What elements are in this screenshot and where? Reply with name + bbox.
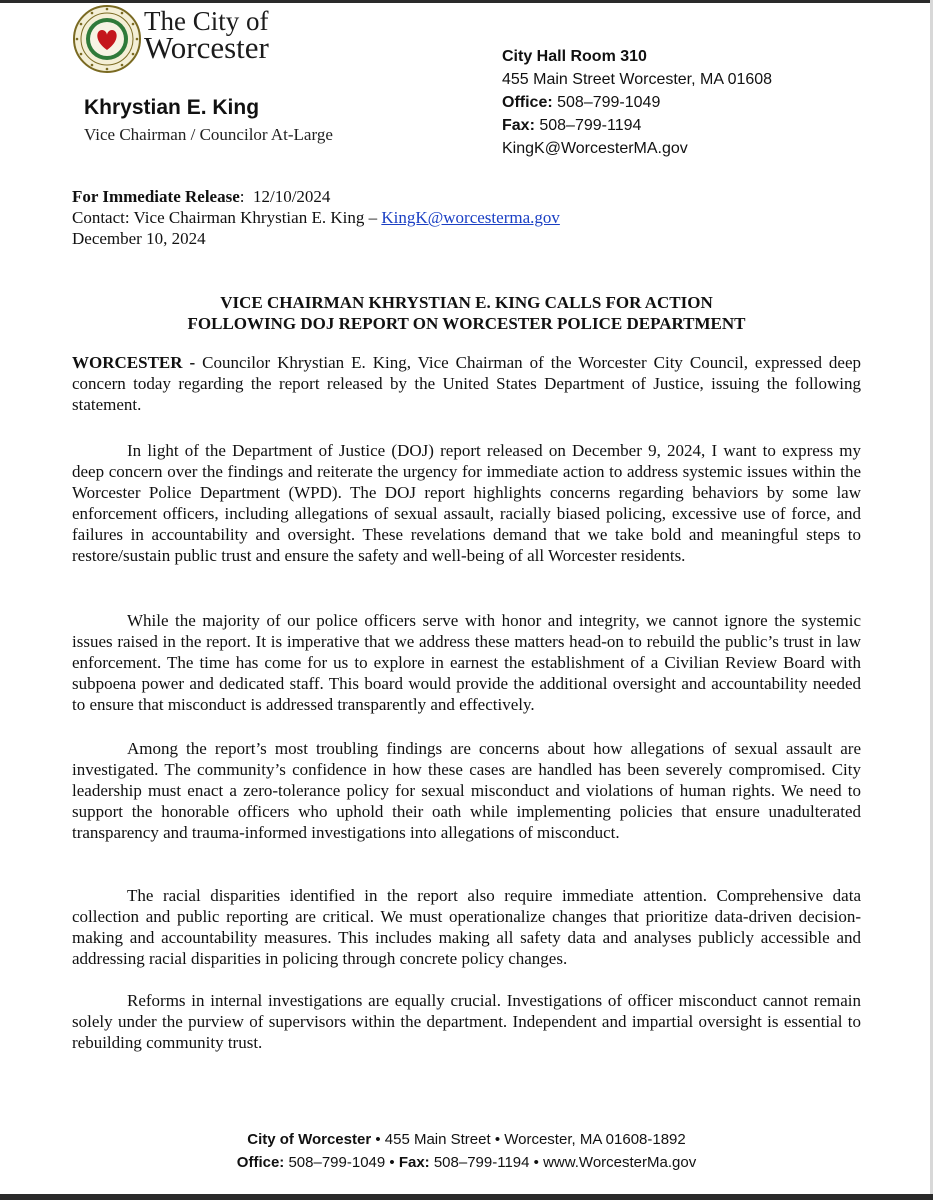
intro-paragraph: [72, 352, 861, 415]
release-contact-label: Contact: Vice Chairman Khrystian E. King –: [72, 208, 378, 227]
page-footer: [0, 1128, 933, 1174]
headline-line-2: FOLLOWING DOJ REPORT ON WORCESTER POLICE DEPARTMENT: [187, 314, 746, 333]
footer-fax-phone: 508–799-1194: [433, 1154, 530, 1171]
body-paragraph-2: While the majority of our police officers serve with honor and integrity, we cannot ignore the systemic issues raised in the report. It is imperative that we address these matters head-on to rebuild the public’s trust in law enforcement. The time has come for us to explore in earnest the establishment of a Civilian Review Board with subpoena power and dedicated staff. This board would provide the additional oversight and accountability needed to ensure that misconduct is addressed transparently and effectively.: [72, 611, 861, 714]
contact-block: [502, 45, 772, 160]
brand-line-1: The City of: [144, 6, 269, 36]
footer-office-label: Office:: [236, 1154, 285, 1171]
contact-email: KingK@WorcesterMA.gov: [502, 140, 688, 157]
page-top-edge: [0, 0, 933, 3]
footer-address: • 455 Main Street • Worcester, MA 01608-1892: [375, 1131, 686, 1148]
city-seal-icon: [72, 4, 142, 74]
office-phone: 508–799-1049: [557, 94, 661, 111]
release-block: [72, 186, 560, 249]
councilor-role: Vice Chairman / Councilor At-Large: [84, 125, 333, 144]
fax-phone: 508–799-1194: [539, 117, 642, 134]
contact-office: [502, 91, 772, 114]
body-paragraph-3: Among the report’s most troubling findings are concerns about how allegations of sexual assault are investigated. The community’s confidence in how these cases are handled has been severely compromised. City leadership must enact a zero-tolerance policy for sexual misconduct and violations of human rights. We need to support the honorable officers who uphold their oath while implementing policies that ensure unadulterated transparency and trauma-informed investigations into allegations of misconduct.: [72, 739, 861, 842]
headline: [72, 292, 861, 334]
brand-line-2: Worcester: [144, 30, 269, 65]
contact-room: City Hall Room 310: [502, 48, 647, 65]
release-line: For Immediate Release: 12/10/2024: [72, 187, 331, 206]
intro-text: Councilor Khrystian E. King, Vice Chairman of the Worcester City Council, expressed deep concern today regarding the report released by the United States Department of Justice, issuing the following statement.: [72, 353, 862, 414]
page-bottom-edge: [0, 1194, 933, 1200]
city-wordmark: [144, 6, 269, 65]
body-paragraph-5: Reforms in internal investigations are equally crucial. Investigations of officer misconduct cannot remain solely under the purview of supervisors within the department. Independent and impartial oversight is essential to rebuilding community trust.: [72, 991, 861, 1052]
release-date-line: December 10, 2024: [72, 229, 206, 248]
body-paragraph-4: The racial disparities identified in the report also require immediate attention. Comprehensive data collection and public reporting are critical. We must operationalize changes that prioritize data-driven decision-making and accountability measures. This includes making all safety data and analyses publicly accessible and addressing racial disparities in policing through concrete policy changes.: [72, 886, 861, 968]
footer-website: www.WorcesterMa.gov: [543, 1154, 697, 1171]
release-label: For Immediate Release: [72, 187, 240, 206]
release-date: 12/10/2024: [252, 187, 331, 206]
contact-fax: [502, 114, 772, 137]
footer-line-2: Office: 508–799-1049 • Fax: 508–799-1194 • www.WorcesterMa.gov: [236, 1154, 697, 1171]
footer-city: City of Worcester: [247, 1131, 372, 1148]
headline-line-1: VICE CHAIRMAN KHRYSTIAN E. KING CALLS FOR ACTION: [220, 293, 713, 312]
release-contact-line: [72, 207, 560, 228]
councilor-name: Khrystian E. King: [84, 96, 260, 119]
footer-line-1: [0, 1128, 933, 1151]
dateline: WORCESTER -: [72, 353, 196, 372]
body-paragraph-1: In light of the Department of Justice (DOJ) report released on December 9, 2024, I want to express my deep concern over the findings and reiterate the urgency for immediate action to address systemic issues within the Worcester Police Department (WPD). The DOJ report highlights concerns regarding behaviors by some law enforcement officers, including allegations of sexual assault, racially biased policing, excessive use of force, and failures in accountability and oversight. These revelations demand that we take bold and meaningful steps to restore/sustain public trust and ensure the safety and well-being of all Worcester residents.: [72, 441, 861, 565]
fax-label: Fax:: [502, 117, 535, 134]
release-contact-email-link[interactable]: KingK@worcesterma.gov: [381, 208, 560, 227]
office-label: Office:: [502, 94, 553, 111]
footer-office-phone: 508–799-1049: [288, 1154, 386, 1171]
footer-fax-label: Fax:: [398, 1154, 430, 1171]
contact-address: 455 Main Street Worcester, MA 01608: [502, 71, 773, 88]
